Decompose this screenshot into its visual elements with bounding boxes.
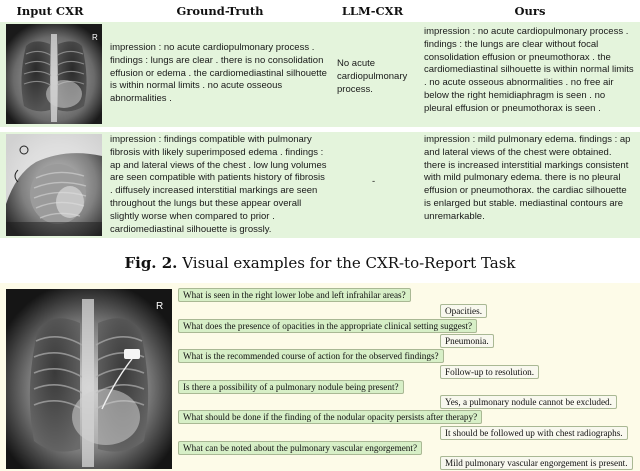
vqa-question: What is the recommended course of action for the observed findings?	[178, 349, 444, 363]
header-llm-cxr: LLM-CXR	[341, 4, 404, 18]
cxr-image	[6, 134, 102, 236]
cxr-image	[6, 24, 102, 124]
llm-cxr-text: No acute cardiopulmonary process.	[337, 58, 408, 95]
xray-marker-label: R	[156, 301, 164, 312]
cxr-image	[6, 289, 172, 469]
ground-truth-text: impression : findings compatible with pulmonary fibrosis with likely superimposed edema . findings : ap and lateral views of the chest . low lung volumes are seen compatible with patients history of fibrosis . diffusely increased interstitial markings are seen throughout the lungs but these appear overall slightly worse when compared to prior . cardiomediastinal silhouette is grossly.	[110, 134, 327, 235]
vqa-answer: Yes, a pulmonary nodule cannot be excluded.	[440, 395, 617, 409]
figure-caption-text: Visual examples for the CXR-to-Report Task	[182, 254, 516, 272]
vqa-question: What should be done if the finding of the nodular opacity persists after therapy?	[178, 410, 482, 424]
vqa-answer: Follow-up to resolution.	[440, 365, 539, 379]
vqa-answer: Mild pulmonary vascular engorgement is present.	[440, 456, 633, 470]
table-row	[0, 132, 640, 238]
chest-xray-lateral	[6, 134, 102, 236]
vqa-question: What is seen in the right lower lobe and left infrahilar areas?	[178, 288, 411, 302]
header-ours: Ours	[514, 4, 546, 18]
ours-text: impression : mild pulmonary edema. findings : ap and lateral views of the chest were obtained. there is increased interstitial markings consistent with mild pulmonary edema. there is no pleural effusion or pneumothorax. the cardiac silhouette is enlarged but stable. mediastinal contours are unremarkable.	[424, 134, 631, 222]
table-row	[0, 22, 640, 127]
vqa-question: Is there a possibility of a pulmonary nodule being present?	[178, 380, 404, 394]
figure-caption	[0, 254, 640, 272]
vqa-answer: It should be followed up with chest radiographs.	[440, 426, 628, 440]
llm-cxr-text: -	[372, 176, 376, 187]
vqa-answer: Opacities.	[440, 304, 487, 318]
chest-xray-pa	[6, 289, 172, 469]
vqa-answer: Pneumonia.	[440, 334, 494, 348]
ground-truth-text: impression : no acute cardiopulmonary process . findings : lungs are clear . there is no consolidation effusion or edema . the cardiomediastinal silhouette is within normal limits . no acute osseous abnormalities .	[110, 42, 327, 105]
figure-label: Fig. 2.	[124, 254, 178, 272]
vqa-question: What can be noted about the pulmonary vascular engorgement?	[178, 441, 422, 455]
xray-marker-label: R	[92, 33, 98, 42]
chest-xray-frontal	[6, 24, 102, 124]
header-ground-truth: Ground-Truth	[176, 4, 264, 18]
vqa-example-panel	[0, 283, 640, 471]
header-input-cxr: Input CXR	[16, 4, 84, 18]
ours-text: impression : no acute cardiopulmonary process . findings : the lungs are clear without focal consolidation effusion or pneumothorax . the cardiomediastinal silhouette is within normal limits . no acute osseous abnormalities . no free air below the right hemidiaphragm is seen . no pleural effusion or pneumothorax is seen .	[424, 26, 634, 114]
vqa-question: What does the presence of opacities in the appropriate clinical setting suggest?	[178, 319, 477, 333]
